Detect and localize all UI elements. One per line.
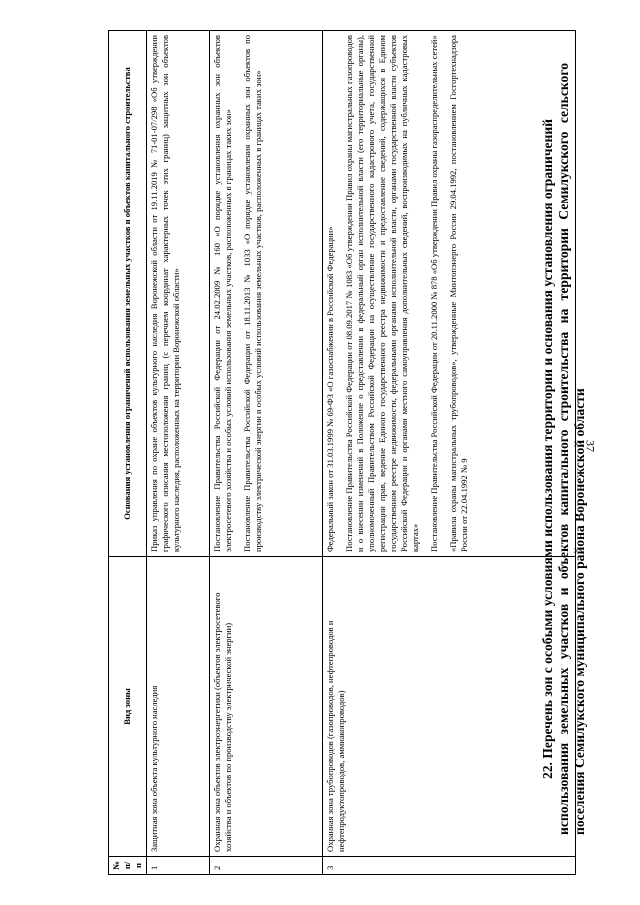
cell-basis [323,31,576,557]
basis-paragraph: «Правила охраны магистральных трубопроводов», утвержденные Минтопэнерго России 29.04.1992, постановлением Госгортехнадзора России от 22.04.1992 № 9 [448,35,469,552]
zones-table [108,30,576,875]
page-number: 37 [583,440,598,452]
basis-paragraph: Приказ управления по охране объектов культурного наследия Воронежской области от 19.11.2019 № 71-01-07/298 «Об утверждении графического описания местоположения границ (с перечнем координат характерных точек этих границ) защитных зон объектов культурного наследия, расположенных на территории Воронежской области» [149,35,181,552]
table-row [323,31,576,875]
basis-paragraph: Федеральный закон от 31.03.1999 № 69-ФЗ «О газоснабжении в Российской Федерации» [325,226,335,552]
basis-paragraph: Постановление Правительства Российской Федерации от 18.11.2013 № 1033 «О порядке установления охранных зон объектов по производству электрической энергии и особых условий использования земельных участков, расположенных в границах таких зон» [242,35,263,552]
title-line-1: 22. Перечень зон с особыми условиями использования территории и основания установления ограничений [540,118,555,780]
basis-paragraph: Постановление Правительства Российской Федерации от 08.09.2017 № 1083 «Об утверждении Правил охраны магистральных газопроводов и о внесении изменений в Положение о представлении в федеральный орган исполнительной власти (его территориальные органы), уполномоченный Правительством Российской Федерации на осуществление государственного кадастрового учета, государственной регистрации прав, ведение Единого государственного реестра недвижимости и предоставление сведений, содержащихся в Едином государственном реестре недвижимости, федеральными органами исполнительной власти, органами государственной власти субъектов Российской Федерации и органами местного самоуправления дополнительных сведений, воспроизводимых на публичных кадастровых картах» [344,35,420,552]
basis-paragraph: Постановление Правительства Российской Федерации от 20.11.2000 № 878 «Об утверждении Правил охраны газораспределительных сетей» [429,35,439,552]
title-line-2: использования земельных участков и объектов капитального строительства на территории Семилукского сельского поселения Семилукского муниципального района Воронежской области [556,63,587,835]
cell-basis [210,31,323,557]
header-zone: Вид зоны [109,557,147,857]
cell-num: 2 [210,857,323,875]
cell-zone: Охранная зона объектов электроэнергетики (объектов электросетевого хозяйства и объектов по производству электрической энергии) [210,557,323,857]
header-num: № п/п [109,857,147,875]
table-header-row [109,31,147,875]
table-row [210,31,323,875]
basis-paragraph: Постановление Правительства Российской Федерации от 24.02.2009 № 160 «О порядке установления охранных зон объектов электросетевого хозяйства и особых условий использования земельных участков, расположенных в границах таких зон» [212,35,233,552]
table-row [147,31,210,875]
cell-num: 3 [323,857,576,875]
cell-zone: Защитная зона объекта культурного наследия [147,557,210,857]
cell-basis [147,31,210,557]
cell-num: 1 [147,857,210,875]
header-basis: Основания установления ограничений использования земельных участков и объектов капитального строительства [109,31,147,557]
cell-zone: Охранная зона трубопроводов (газопроводов, нефтепроводов и нефтепродуктопроводов, аммиакопроводов) [323,557,576,857]
